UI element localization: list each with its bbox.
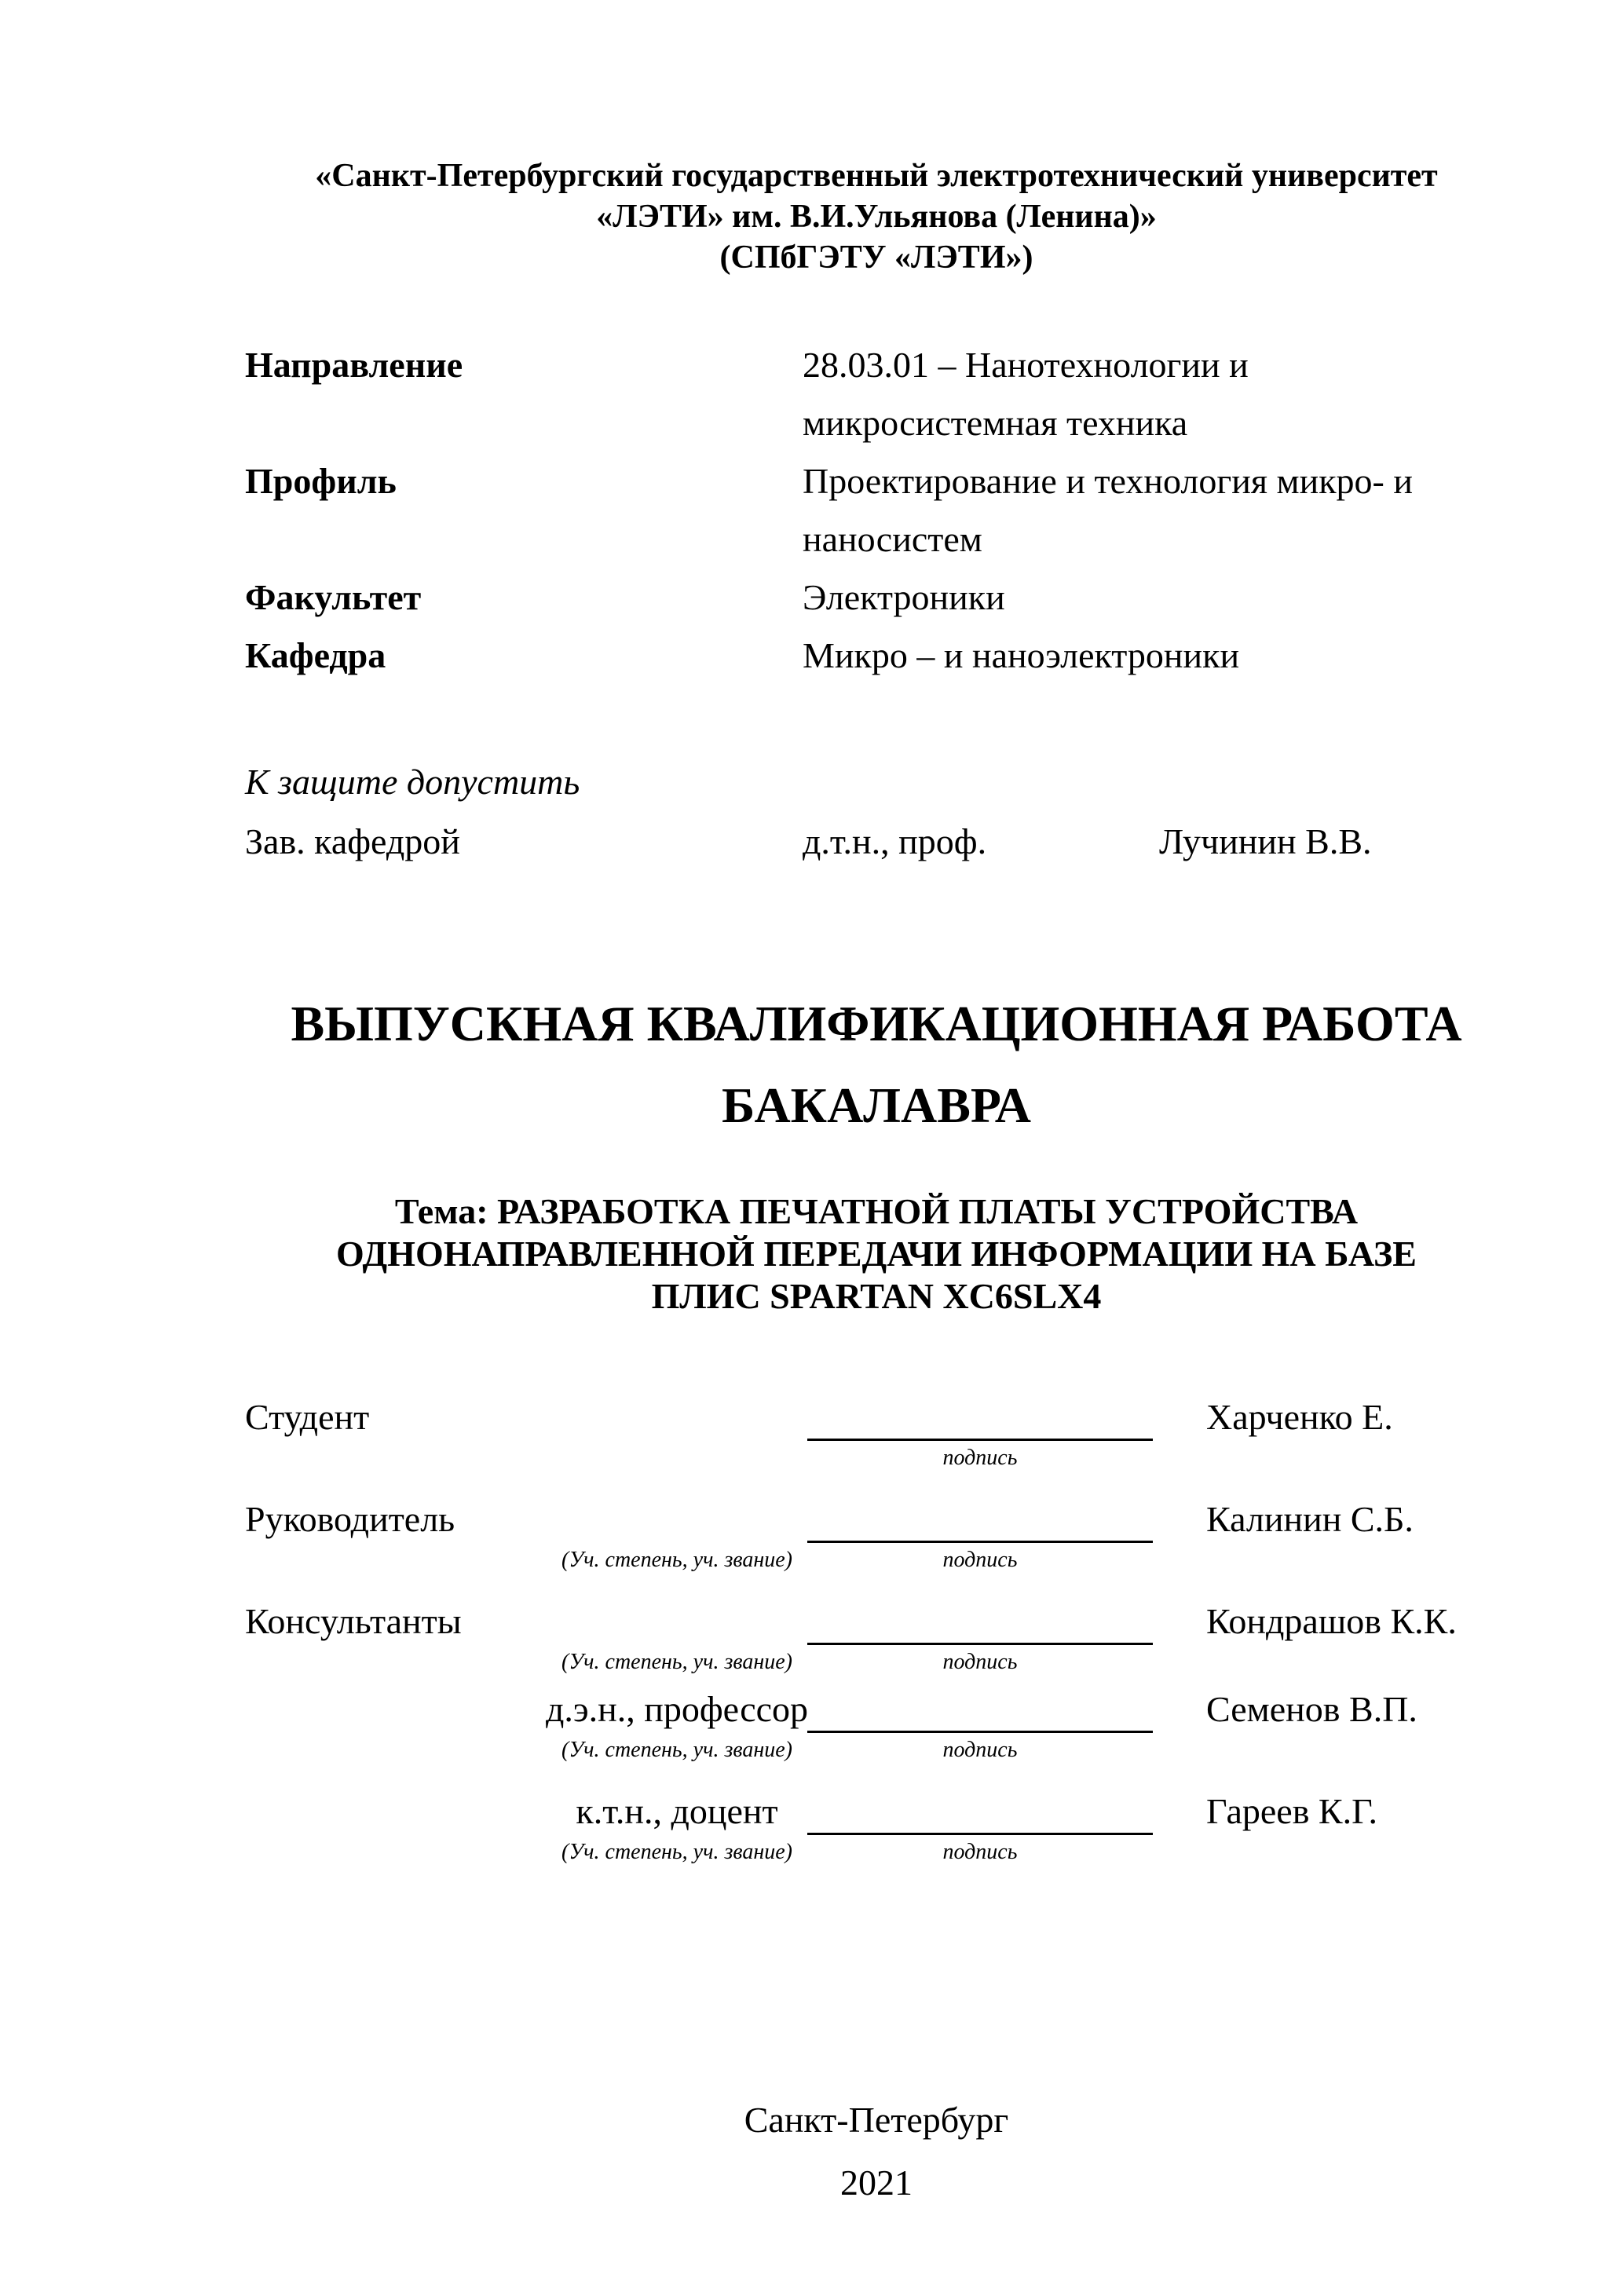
signature-name: Харченко Е. xyxy=(1206,1397,1393,1437)
signatures-section xyxy=(245,1399,1508,1902)
theme-section xyxy=(245,1190,1508,1318)
university-header-line-2: «ЛЭТИ» им. В.И.Ульянова (Ленина)» xyxy=(596,199,1157,235)
signature-name: Кондрашов К.К. xyxy=(1206,1601,1457,1641)
work-title xyxy=(245,983,1508,1146)
admission-row xyxy=(245,812,1508,872)
qualification-caption: (Уч. степень, уч. звание) xyxy=(561,1548,792,1572)
requisite-label: Кафедра xyxy=(245,635,386,675)
qualification-caption: (Уч. степень, уч. звание) xyxy=(561,1650,792,1674)
work-title-line-2: БАКАЛАВРА xyxy=(721,1077,1032,1133)
signature-row-supervisor xyxy=(245,1501,1508,1597)
requisite-label: Профиль xyxy=(245,461,397,501)
footer-city: Санкт-Петербург xyxy=(744,2100,1009,2140)
signature-role: Консультанты xyxy=(245,1601,462,1641)
requisites-section xyxy=(245,336,1508,685)
footer-year: 2021 xyxy=(840,2163,913,2203)
signature-role: Студент xyxy=(245,1397,370,1437)
qualification-caption: (Уч. степень, уч. звание) xyxy=(561,1840,792,1864)
university-header-line-3: (СПбГЭТУ «ЛЭТИ») xyxy=(719,239,1033,276)
admission-note: К защите допустить xyxy=(245,762,580,802)
theme-line-3: ПЛИС SPARTAN XC6SLX4 xyxy=(651,1276,1102,1316)
signature-qualification: к.т.н., доцент xyxy=(576,1791,778,1831)
requisite-row-department xyxy=(245,627,1508,685)
admission-degree: д.т.н., проф. xyxy=(803,821,987,861)
signature-caption: подпись xyxy=(942,1738,1018,1762)
signature-name: Семенов В.П. xyxy=(1206,1689,1417,1729)
theme-line-1: Тема: РАЗРАБОТКА ПЕЧАТНОЙ ПЛАТЫ УСТРОЙСТВА xyxy=(394,1191,1359,1231)
footer xyxy=(245,2089,1508,2214)
admission-name: Лучинин В.В. xyxy=(1159,821,1372,861)
requisite-value: Электроники xyxy=(803,577,1005,617)
signature-caption: подпись xyxy=(942,1840,1018,1864)
signature-line xyxy=(807,1399,1153,1441)
requisite-value: 28.03.01 – Нанотехнологии и микросистемная техника xyxy=(803,345,1249,443)
theme-line-2: ОДНОНАПРАВЛЕННОЙ ПЕРЕДАЧИ ИНФОРМАЦИИ НА БАЗЕ xyxy=(336,1234,1417,1274)
requisite-row-direction xyxy=(245,336,1508,452)
signature-role: Руководитель xyxy=(245,1499,455,1539)
signature-name: Гареев К.Г. xyxy=(1206,1791,1378,1831)
signature-caption: подпись xyxy=(942,1548,1018,1572)
requisite-value: Микро – и наноэлектроники xyxy=(803,635,1240,675)
requisite-label: Направление xyxy=(245,345,463,385)
signature-qualification: д.э.н., профессор xyxy=(545,1689,809,1729)
qualification-caption: (Уч. степень, уч. звание) xyxy=(561,1738,792,1762)
signature-row-consultant-2 xyxy=(245,1691,1508,1787)
signature-caption: подпись xyxy=(942,1446,1018,1470)
admission-section xyxy=(245,752,1508,872)
requisite-label: Факультет xyxy=(245,577,422,617)
requisite-value: Проектирование и технология микро- и наносистем xyxy=(803,461,1413,559)
signature-row-student xyxy=(245,1399,1508,1495)
university-header xyxy=(245,155,1508,278)
signature-line xyxy=(807,1793,1153,1835)
requisite-row-faculty xyxy=(245,569,1508,627)
signature-row-consultant-1 xyxy=(245,1603,1508,1699)
work-title-line-1: ВЫПУСКНАЯ КВАЛИФИКАЦИОННАЯ РАБОТА xyxy=(291,996,1462,1051)
signature-line xyxy=(807,1603,1153,1645)
signature-row-consultant-3 xyxy=(245,1793,1508,1889)
signature-name: Калинин С.Б. xyxy=(1206,1499,1414,1539)
admission-label: Зав. кафедрой xyxy=(245,821,460,861)
signature-line xyxy=(807,1691,1153,1733)
signature-caption: подпись xyxy=(942,1650,1018,1674)
requisite-row-profile xyxy=(245,452,1508,569)
university-header-line-1: «Санкт-Петербургский государственный электротехнический университет xyxy=(315,158,1438,194)
signature-line xyxy=(807,1501,1153,1543)
